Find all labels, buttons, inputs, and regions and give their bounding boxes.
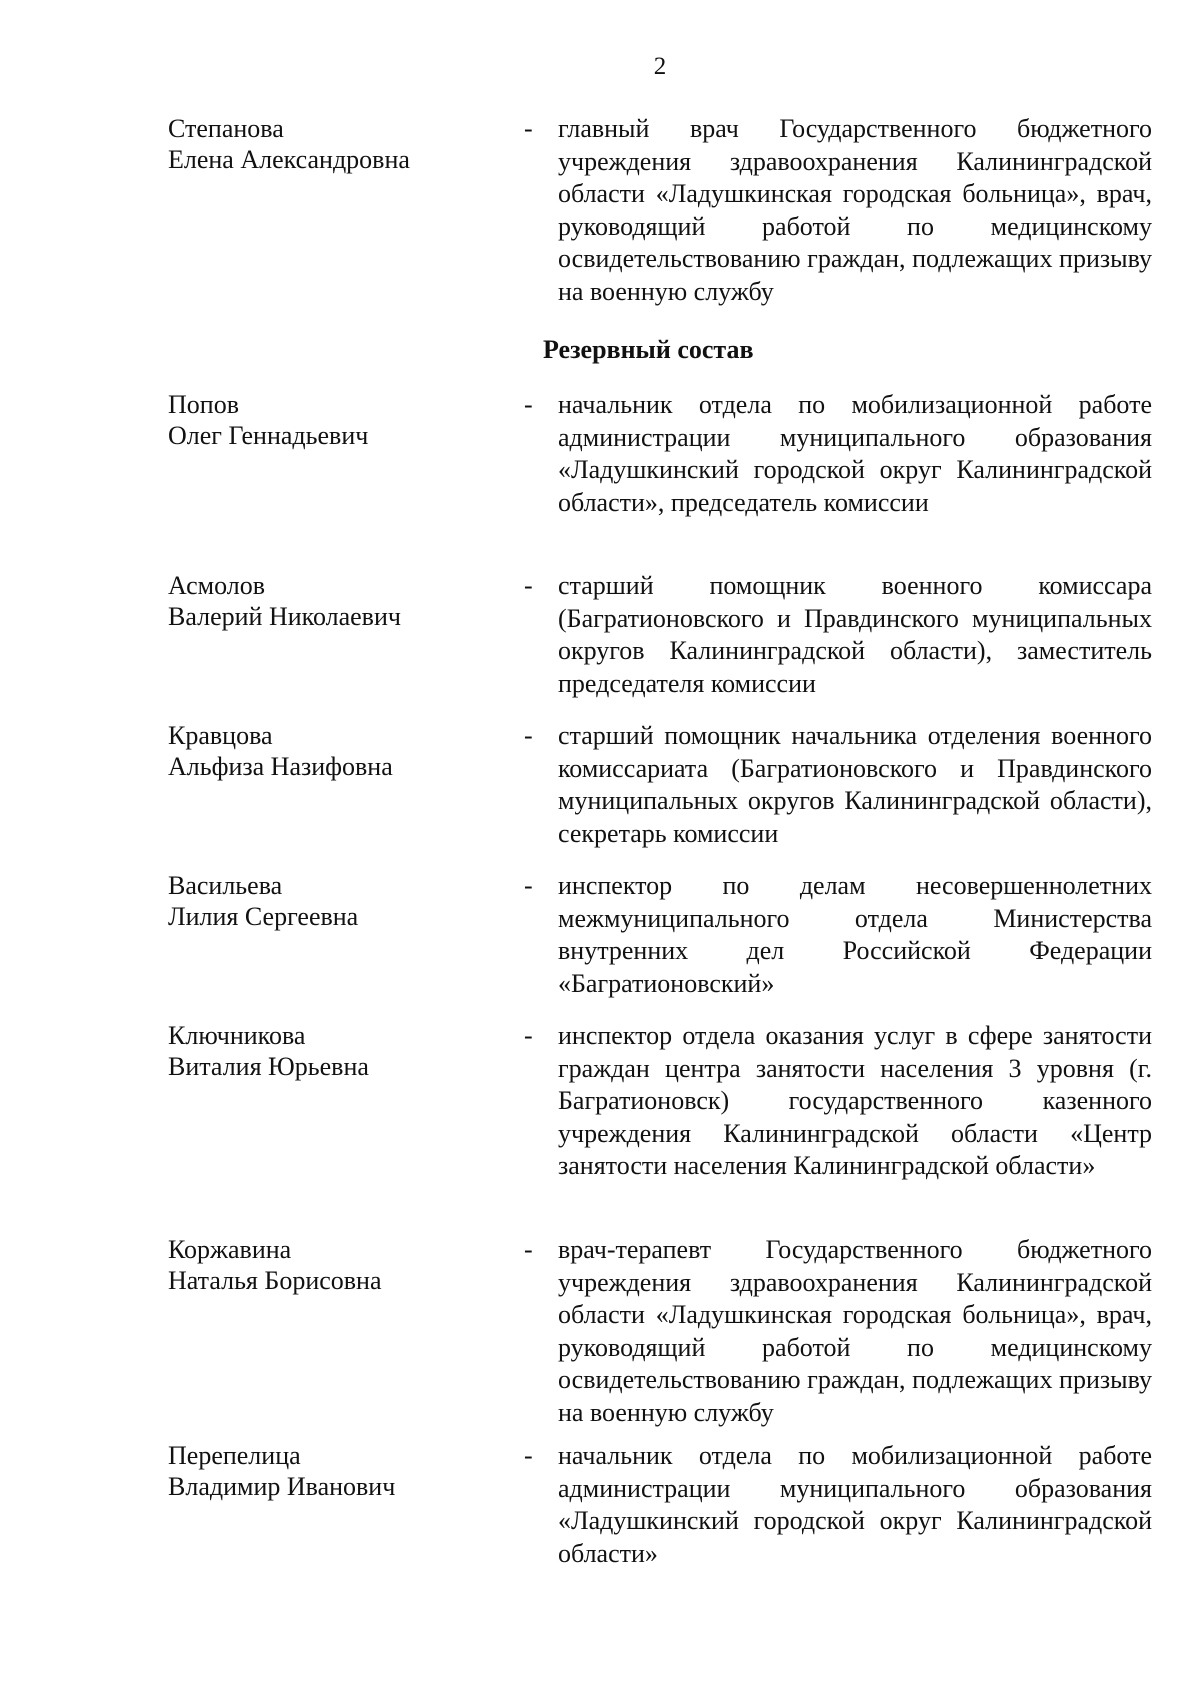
entry-dash: -	[524, 390, 533, 419]
member-name	[168, 1440, 498, 1502]
entry-dash: -	[524, 1021, 533, 1050]
member-surname: Ключникова	[168, 1021, 306, 1050]
member-name	[168, 570, 498, 632]
member-surname: Асмолов	[168, 571, 266, 600]
entry-dash: -	[524, 571, 533, 600]
member-surname: Кравцова	[168, 721, 273, 750]
section-heading: Резервный состав	[543, 335, 754, 364]
entry-dash: -	[524, 1235, 533, 1264]
member-name	[168, 389, 498, 451]
member-surname: Перепелица	[168, 1441, 301, 1470]
member-surname: Степанова	[168, 114, 284, 143]
member-surname: Васильева	[168, 871, 283, 900]
member-name	[168, 1234, 498, 1296]
member-name	[168, 870, 498, 932]
member-position: главный врач Государственного бюджетного учреждения здравоохранения Калининградской области «Ладушкинская городская больница», врач, руководящий работой по медицинскому освидетельствованию граждан, подлежащих призыву на военную службу	[558, 114, 1152, 306]
member-given-names: Виталия Юрьевна	[168, 1052, 369, 1081]
entry-dash: -	[524, 871, 533, 900]
member-given-names: Наталья Борисовна	[168, 1266, 382, 1295]
member-position: врач-терапевт Государственного бюджетного учреждения здравоохранения Калининградской области «Ладушкинская городская больница», врач, руководящий работой по медицинскому освидетельствованию граждан, подлежащих призыву на военную службу	[558, 1235, 1152, 1427]
member-given-names: Валерий Николаевич	[168, 602, 401, 631]
member-given-names: Владимир Иванович	[168, 1472, 396, 1501]
member-position: начальник отдела по мобилизационной работе администрации муниципального образования «Ладушкинский городской округ Калининградской области», председатель комиссии	[558, 390, 1152, 517]
member-position: инспектор отдела оказания услуг в сфере занятости граждан центра занятости населения 3 уровня (г. Багратионовск) государственного казенного учреждения Калининградской области «Центр занятости населения Калининградской области»	[558, 1021, 1152, 1180]
member-position: начальник отдела по мобилизационной работе администрации муниципального образования «Ладушкинский городской округ Калининградской области»	[558, 1441, 1152, 1568]
member-given-names: Альфиза Назифовна	[168, 752, 393, 781]
member-given-names: Елена Александровна	[168, 145, 410, 174]
member-name	[168, 720, 498, 782]
member-surname: Попов	[168, 390, 239, 419]
member-position: старший помощник военного комиссара (Багратионовского и Правдинского муниципальных округов Калининградской области), заместитель председателя комиссии	[558, 571, 1152, 698]
member-given-names: Олег Геннадьевич	[168, 421, 369, 450]
member-surname: Коржавина	[168, 1235, 292, 1264]
member-name	[168, 1020, 498, 1082]
entry-dash: -	[524, 721, 533, 750]
entry-dash: -	[524, 1441, 533, 1470]
member-position: инспектор по делам несовершеннолетних межмуниципального отдела Министерства внутренних дел Российской Федерации «Багратионовский»	[558, 871, 1152, 998]
page-number: 2	[653, 53, 667, 80]
member-given-names: Лилия Сергеевна	[168, 902, 359, 931]
entry-dash: -	[524, 114, 533, 143]
member-name	[168, 113, 498, 175]
member-position: старший помощник начальника отделения военного комиссариата (Багратионовского и Правдинского муниципальных округов Калининградской области), секретарь комиссии	[558, 721, 1152, 848]
